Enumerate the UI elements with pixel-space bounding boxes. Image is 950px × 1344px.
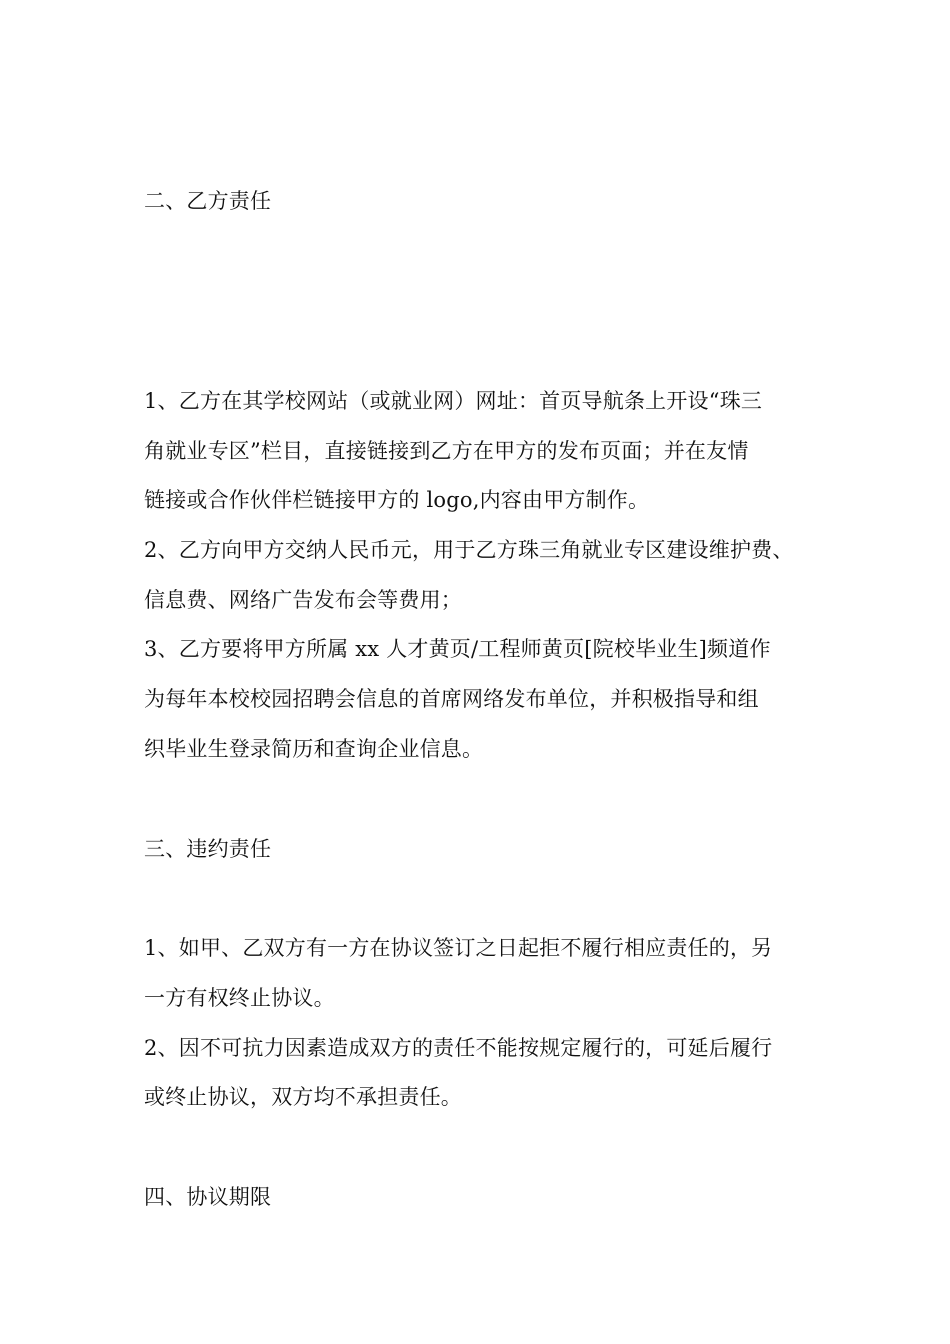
paragraph-line: 2、因不可抗力因素造成双方的责任不能按规定履行的，可延后履行 [144, 1036, 773, 1060]
paragraph-line: 链接或合作伙伴栏链接甲方的 logo,内容由甲方制作。 [144, 488, 650, 512]
section-heading-agreement-term: 四、协议期限 [144, 1185, 272, 1209]
paragraph-line: 为每年本校校园招聘会信息的首席网络发布单位，并积极指导和组 [144, 687, 759, 711]
section-heading-breach-liability: 三、违约责任 [144, 837, 272, 861]
paragraph-line: 角就业专区”栏目，直接链接到乙方在甲方的发布页面；并在友情 [144, 439, 749, 463]
paragraph-line: 或终止协议，双方均不承担责任。 [144, 1085, 462, 1109]
paragraph-line: 1、乙方在其学校网站（或就业网）网址：首页导航条上开设“珠三 [144, 389, 763, 413]
paragraph-line: 信息费、网络广告发布会等费用； [144, 588, 462, 612]
paragraph-line: 一方有权终止协议。 [144, 986, 335, 1010]
section-heading-responsibility-b: 二、乙方责任 [144, 189, 272, 213]
paragraph-line: 2、乙方向甲方交纳人民币元，用于乙方珠三角就业专区建设维护费、 [144, 538, 794, 562]
paragraph-line: 1、如甲、乙双方有一方在协议签订之日起拒不履行相应责任的，另 [144, 936, 773, 960]
paragraph-line: 3、乙方要将甲方所属 xx 人才黄页/工程师黄页[院校毕业生]频道作 [144, 637, 771, 661]
paragraph-line: 织毕业生登录简历和查询企业信息。 [144, 737, 484, 761]
